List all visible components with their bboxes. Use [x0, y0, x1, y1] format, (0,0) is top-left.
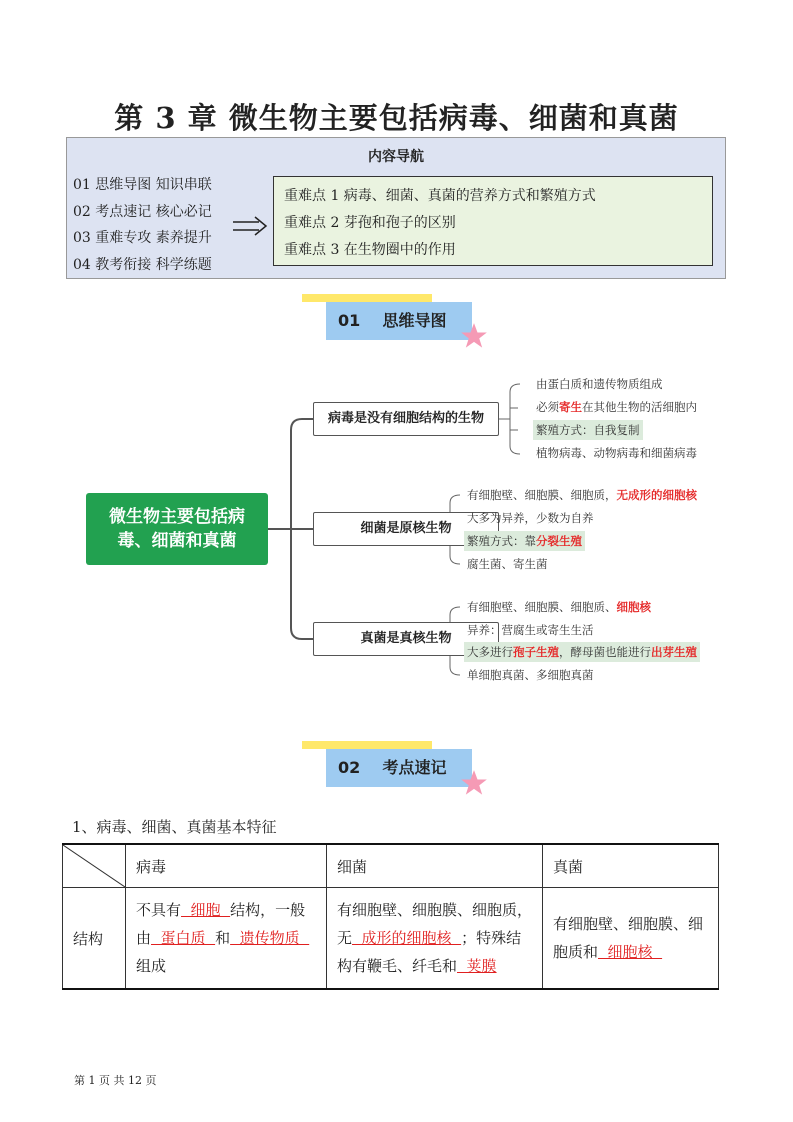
branch-bacteria: 细菌是原核生物: [313, 512, 499, 546]
nav-heading: 内容导航: [368, 149, 424, 165]
cell-bacteria-structure: 有细胞壁、细胞膜、细胞质，无 成形的细胞核 ；特殊结构有鞭毛、纤毛和 荚膜: [327, 888, 543, 990]
nav-item: 02 考点速记 核心必记: [73, 203, 212, 220]
badge-box: [326, 749, 472, 787]
leaf-bacteria-reproduction: 繁殖方式：靠分裂生殖: [464, 531, 585, 551]
root-line: 毒、细菌和真菌: [117, 531, 237, 551]
section-badge-keypoints: [302, 741, 482, 801]
features-table: [62, 843, 719, 990]
table-row: [63, 888, 719, 990]
leaf-fungi-reproduction: 大多进行孢子生殖，酵母菌也能进行出芽生殖: [464, 642, 700, 662]
leaf-bacteria-structure: 有细胞壁、细胞膜、细胞质，无成形的细胞核: [467, 488, 697, 502]
diagonal-line: [63, 845, 125, 887]
leaf-virus-parasitic: 必须寄生在其他生物的活细胞内: [536, 400, 697, 414]
table-heading: 1、病毒、细菌、真菌基本特征: [72, 818, 277, 836]
cell-fungi-structure: 有细胞壁、细胞膜、细胞质和 细胞核: [543, 888, 719, 990]
section-number: 02: [338, 758, 361, 777]
section-label: 考点速记: [382, 758, 447, 777]
badge-accent-bar: [302, 741, 432, 749]
branch-fungi: 真菌是真核生物: [313, 622, 499, 656]
leaf-fungi-structure: 有细胞壁、细胞膜、细胞质、细胞核: [467, 600, 651, 614]
root-line: 微生物主要包括病: [109, 507, 245, 527]
key-point-item: 重难点 3 在生物圈中的作用: [284, 242, 456, 258]
mind-map-root: [86, 493, 268, 565]
section-number: 01: [338, 311, 361, 330]
page-footer: 第 1 页 共 12 页: [74, 1074, 157, 1087]
leaf-virus-types: 植物病毒、动物病毒和细菌病毒: [536, 446, 697, 460]
column-header: 真菌: [543, 844, 719, 888]
leaf-bacteria-nutrition: 大多为异养，少数为自养: [467, 511, 594, 525]
section-label: 思维导图: [382, 311, 447, 330]
leaf-virus-composition: 由蛋白质和遗传物质组成: [536, 377, 663, 391]
leaf-fungi-nutrition: 异养：营腐生或寄生生活: [467, 623, 594, 637]
leaf-virus-reproduction: 繁殖方式：自我复制: [533, 420, 643, 440]
table-header-row: [63, 844, 719, 888]
nav-item: 01 思维导图 知识串联: [73, 177, 212, 193]
key-point-item: 重难点 2 芽孢和孢子的区别: [284, 215, 456, 231]
cell-virus-structure: 不具有 细胞 结构，一般由 蛋白质 和 遗传物质 组成: [126, 888, 327, 990]
column-header: 细菌: [327, 844, 543, 888]
leaf-fungi-types: 单细胞真菌、多细胞真菌: [467, 668, 594, 682]
nav-item: 03 重难专攻 素养提升: [73, 230, 212, 246]
diagonal-cell: [63, 844, 126, 888]
row-label: 结构: [63, 888, 126, 990]
column-header: 病毒: [126, 844, 327, 888]
nav-item: 04 教考衔接 科学练题: [73, 256, 212, 273]
page-title: 第 3 章 微生物主要包括病毒、细菌和真菌: [114, 101, 679, 135]
leaf-bacteria-types: 腐生菌、寄生菌: [467, 557, 548, 571]
branch-virus: 病毒是没有细胞结构的生物: [313, 402, 499, 436]
star-icon: [460, 769, 488, 797]
key-point-item: 重难点 1 病毒、细菌、真菌的营养方式和繁殖方式: [284, 188, 596, 204]
